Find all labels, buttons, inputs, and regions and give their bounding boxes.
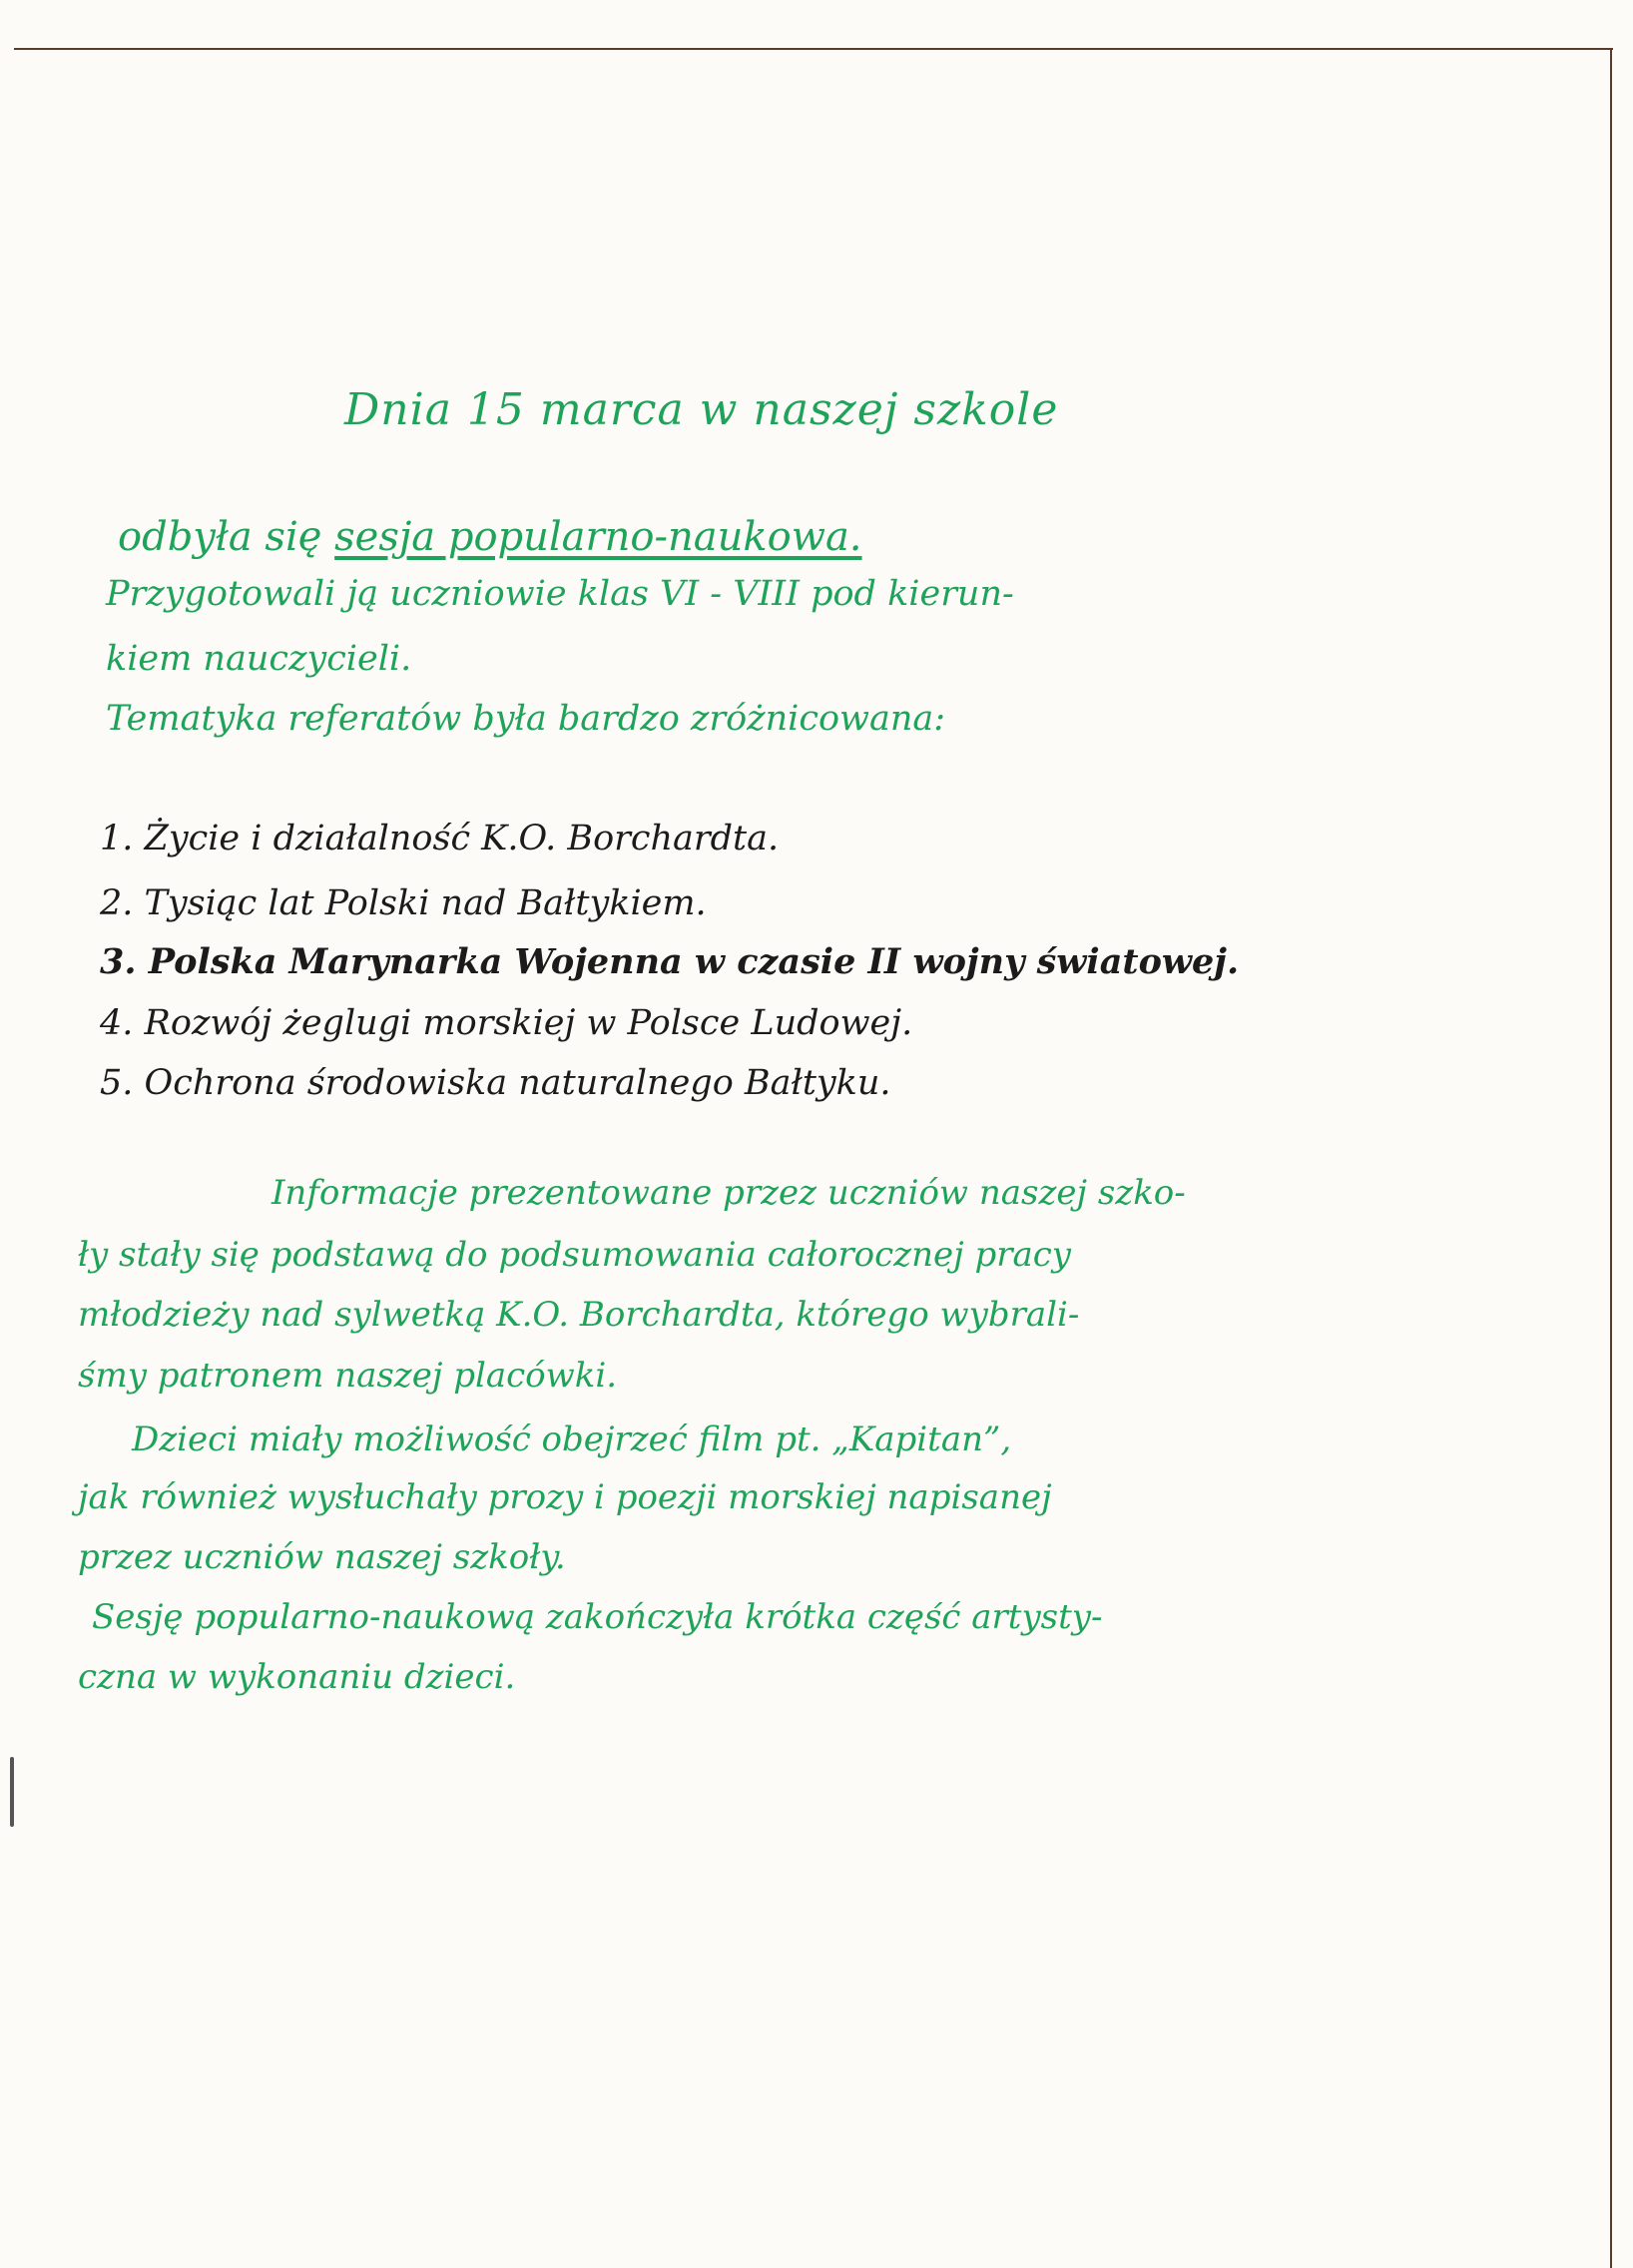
right-border-line bbox=[1610, 50, 1612, 2268]
intro-text-line: Przygotowali ją uczniowie klas VI - VIII pod kierun- bbox=[106, 574, 1014, 614]
closing-line: czna w wykonaniu dzieci. bbox=[78, 1657, 516, 1697]
closing-line: śmy patronem naszej placówki. bbox=[78, 1356, 617, 1396]
page-heading: Dnia 15 marca w naszej szkole bbox=[344, 384, 1059, 435]
closing-line: przez uczniów naszej szkoły. bbox=[78, 1537, 566, 1577]
intro-underlined: sesja popularno-naukowa. bbox=[334, 514, 862, 560]
intro-text-line: kiem nauczycieli. bbox=[106, 639, 412, 679]
intro-text-line: Tematyka referatów była bardzo zróżnicowana: bbox=[106, 699, 946, 739]
closing-line: ły stały się podstawą do podsumowania całorocznej pracy bbox=[78, 1235, 1071, 1275]
intro-lead: odbyła się bbox=[118, 514, 335, 560]
closing-line: Informacje prezentowane przez uczniów naszej szko- bbox=[272, 1173, 1186, 1213]
top-border-line bbox=[14, 48, 1613, 50]
intro-line bbox=[118, 514, 862, 560]
closing-line: Sesję popularno-naukową zakończyła krótka część artysty- bbox=[92, 1597, 1103, 1637]
topic-item: 2. Tysiąc lat Polski nad Bałtykiem. bbox=[100, 883, 707, 923]
closing-line: młodzieży nad sylwetką K.O. Borchardta, którego wybrali- bbox=[78, 1295, 1080, 1335]
topic-item: 4. Rozwój żeglugi morskiej w Polsce Ludowej. bbox=[100, 1003, 913, 1043]
closing-line: Dzieci miały możliwość obejrzeć film pt. „Kapitan”, bbox=[132, 1419, 1012, 1459]
topic-item: 1. Życie i działalność K.O. Borchardta. bbox=[100, 819, 780, 858]
topic-item: 3. Polska Marynarka Wojenna w czasie II wojny światowej. bbox=[100, 941, 1240, 982]
topic-item: 5. Ochrona środowiska naturalnego Bałtyku. bbox=[100, 1063, 891, 1103]
binding-mark bbox=[10, 1757, 14, 1827]
closing-line: jak również wysłuchały prozy i poezji morskiej napisanej bbox=[78, 1477, 1052, 1517]
